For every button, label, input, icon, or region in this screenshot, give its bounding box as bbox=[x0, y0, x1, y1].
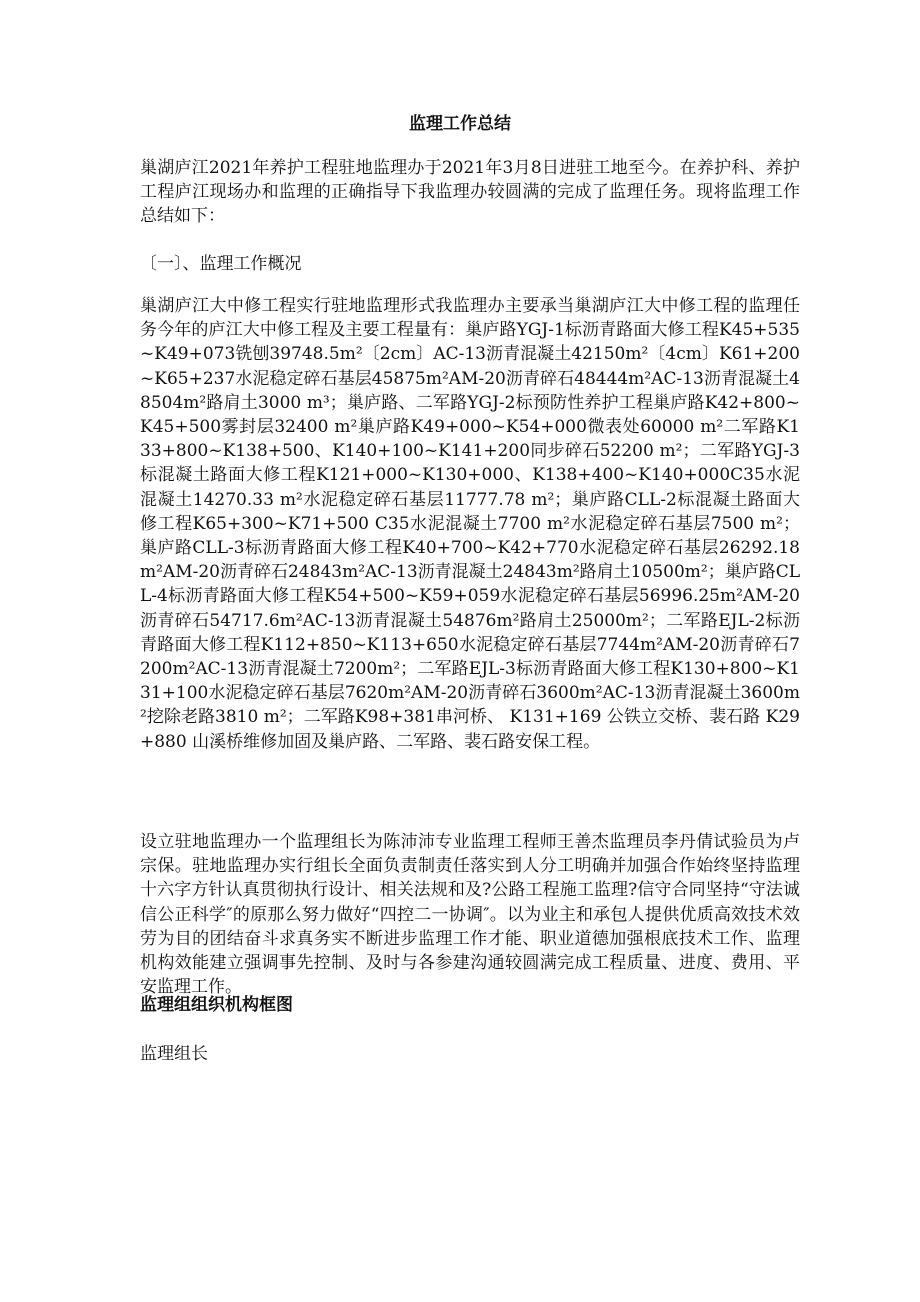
team-paragraph: 设立驻地监理办一个监理组长为陈沛沛专业监理工程师王善杰监理员李丹倩试验员为卢宗保。驻地监理办实行组长全面负责制责任落实到人分工明确并加强合作始终坚持监理十六字方针认真贯彻执行设计、相关法规和及?公路工程施工监理?信守合同坚持“守法诚信公正科学″的原那么努力做好“四控二一协调″。以为业主和承包人提供优质高效技术效劳为目的团结奋斗求真务实不断进步监理工作才能、职业道德加强根底技术工作、监理机构效能建立强调事先控制、及时与各参建沟通较圆满完成工程质量、进度、费用、平安监理工作。 bbox=[140, 832, 800, 998]
overview-paragraph: 巢湖庐江大中修工程实行驻地监理形式我监理办主要承当巢湖庐江大中修工程的监理任务今年的庐江大中修工程及主要工程量有：巢庐路YGJ-1标沥青路面大修工程K45+535~K49+073铣刨39748.5m²〔2cm〕AC-13沥青混凝土42150m²〔4cm〕K61+200~K65+237水泥稳定碎石基层45875m²AM-20沥青碎石48444m²AC-13沥青混凝土48504m²路肩土3000 m³；巢庐路、二军路YGJ-2标预防性养护工程巢庐路K42+800~K45+500雾封层32400 m²巢庐路K49+000~K54+000微表处60000 m²二军路K133+800~K138+500、K140+100~K141+200同步碎石52200 m²；二军路YGJ-3标混凝土路面大修工程K121+000~K130+000、K138+400~K140+000C35水泥混凝土14270.33 m²水泥稳定碎石基层11777.78 m²；巢庐路CLL-2标混凝土路面大修工程K65+300~K71+500 C35水泥混凝土7700 m²水泥稳定碎石基层7500 m²；巢庐路CLL-3标沥青路面大修工程K40+700~K42+770水泥稳定碎石基层26292.18m²AM-20沥青碎石24843m²AC-13沥青混凝土24843m²路肩土10500m²；巢庐路CLL-4标沥青路面大修工程K54+500~K59+059水泥稳定碎石基层56996.25m²AM-20沥青碎石54717.6m²AC-13沥青混凝土54876m²路肩土25000m²；二军路EJL-2标沥青路面大修工程K112+850~K113+650水泥稳定碎石基层7744m²AM-20沥青碎石7200m²AC-13沥青混凝土7200m²；二军路EJL-3标沥青路面大修工程K130+800~K131+100水泥稳定碎石基层7620m²AM-20沥青碎石3600m²AC-13沥青混凝土3600m²挖除老路3810 m²；二军路K98+381串河桥、 K131+169 公铁立交桥、裴石路 K29+880 山溪桥维修加固及巢庐路、二军路、裴石路安保工程。 bbox=[140, 296, 800, 752]
document-title: 监理工作总结 bbox=[409, 114, 511, 134]
intro-paragraph: 巢湖庐江2021年养护工程驻地监理办于2021年3月8日进驻工地至今。在养护科、养护工程庐江现场办和监理的正确指导下我监理办较圆满的完成了监理任务。现将监理工作总结如下： bbox=[140, 158, 800, 227]
org-chart-heading: 监理组组织机构框图 bbox=[140, 995, 293, 1015]
org-leader-label: 监理组长 bbox=[140, 1044, 208, 1064]
section-heading-overview: 〔一〕、监理工作概况 bbox=[140, 254, 302, 274]
